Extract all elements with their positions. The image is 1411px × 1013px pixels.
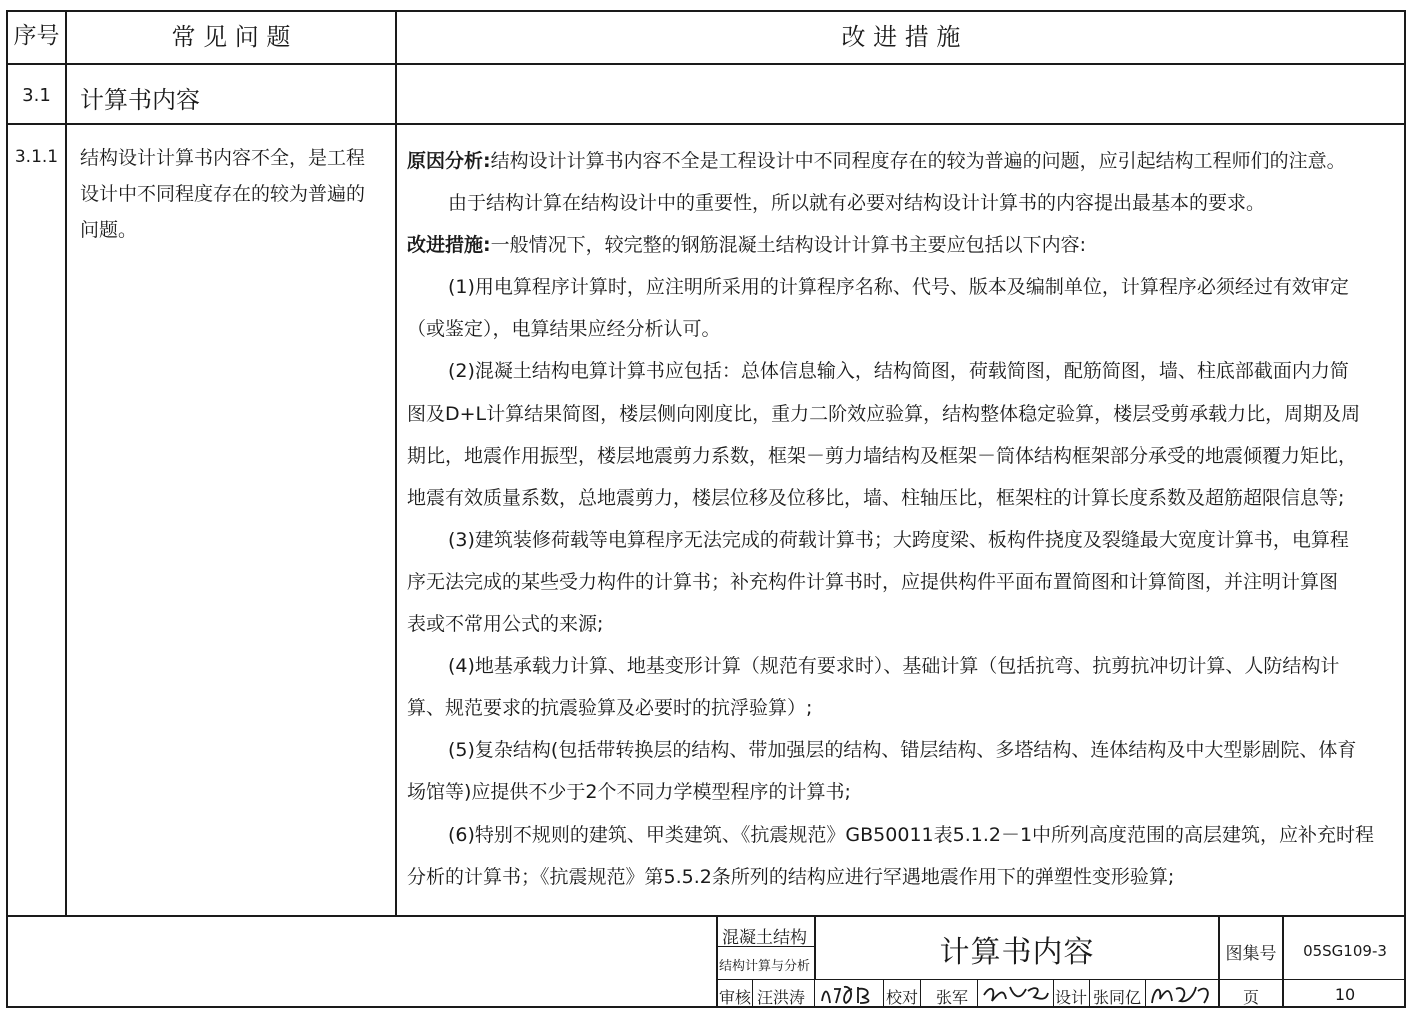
cause-paragraph (407, 140, 1392, 182)
tb-sheet-title: 计算书内容 (939, 935, 1095, 970)
tb-reviewer: 汪洪涛 (757, 988, 806, 1007)
tb-rule (883, 979, 884, 1008)
item-no: 3.1.1 (14, 147, 59, 167)
rule-section (6, 123, 1406, 125)
body-line-3-2: 序无法完成的某些受力构件的计算书；补充构件计算书时，应提供构件平面布置简图和计算简图，并注明计算图 (407, 570, 1339, 593)
measure-label: 改进措施: (407, 234, 491, 257)
rule-header (6, 63, 1406, 65)
header-question: 常 见 问 题 (171, 23, 291, 51)
tb-atlas-label: 图集号 (1225, 944, 1277, 964)
body-line-5-2: 场馆等)应提供不少于2个不同力学模型程序的计算书; (407, 781, 851, 804)
body-line-6-2: 分析的计算书；《抗震规范》第5.5.2条所列的结构应进行罕遇地震作用下的弹塑性变形验算; (407, 865, 1175, 888)
designer-signature (1148, 981, 1216, 1007)
tb-rule (920, 979, 921, 1008)
tb-rule (1145, 979, 1146, 1008)
tb-rule (1089, 979, 1090, 1008)
body-line-2-1: (2)混凝土结构电算计算书应包括：总体信息输入，结构简图，荷载简图，配筋简图，墙、柱底部截面内力简 (448, 360, 1349, 383)
header-no: 序号 (13, 23, 60, 49)
body-line-4-2: 算、规范要求的抗震验算及必要时的抗浮验算）; (407, 697, 813, 720)
tb-checker-label: 校对 (886, 988, 919, 1007)
tb-page-label: 页 (1242, 988, 1259, 1007)
body-line-1-1: (1)用电算程序计算时，应注明所采用的计算程序名称、代号、版本及编制单位，计算程序必须经过有效审定 (448, 276, 1349, 299)
cause-paragraph-2: 由于结构计算在结构设计中的重要性，所以就有必要对结构设计计算书的内容提出最基本的要求。 (448, 192, 1266, 215)
tb-rule (716, 979, 1406, 980)
body-line-2-3: 期比，地震作用振型，楼层地震剪力系数，框架－剪力墙结构及框架－筒体结构框架部分承受的地震倾覆力矩比， (407, 444, 1358, 467)
body-line-2-4: 地震有效质量系数，总地震剪力，楼层位移及位移比，墙、柱轴压比，框架柱的计算长度系数及超筋超限信息等; (407, 486, 1345, 509)
cause-text: 结构设计计算书内容不全是工程设计中不同程度存在的较为普遍的问题，应引起结构工程师们的注意。 (490, 150, 1346, 172)
question-line: 问题。 (80, 219, 138, 241)
question-line: 设计中不同程度存在的较为普遍的 (80, 183, 366, 205)
tb-atlas-no: 05SG109-3 (1303, 942, 1387, 960)
body-line-5-1: (5)复杂结构(包括带转换层的结构、带加强层的结构、错层结构、多塔结构、连体结构及中大型影剧院、体育 (448, 739, 1357, 762)
rule-titleblock (6, 915, 1406, 917)
body-line-3-1: (3)建筑装修荷载等电算程序无法完成的荷载计算书；大跨度梁、板构件挠度及裂缝最大宽度计算书，电算程 (448, 528, 1349, 551)
tb-category: 混凝土结构 (722, 928, 807, 948)
reviewer-signature (818, 981, 880, 1007)
tb-designer: 张同亿 (1093, 988, 1142, 1007)
measure-body (407, 140, 1392, 898)
body-line-1-2: （或鉴定），电算结果应经分析认可。 (407, 318, 721, 341)
tb-rule (716, 917, 718, 1008)
tb-rule (814, 979, 815, 1008)
header-measure: 改 进 措 施 (841, 23, 961, 51)
section-no: 3.1 (22, 85, 51, 106)
cause-label: 原因分析: (407, 150, 491, 172)
tb-rule (977, 979, 978, 1008)
measure-text: 一般情况下，较完整的钢筋混凝土结构设计计算书主要应包括以下内容: (490, 234, 1087, 257)
item-question (80, 140, 385, 248)
body-line-6-1: (6)特别不规则的建筑、甲类建筑、《抗震规范》GB50011表5.1.2－1中所列高度范围的高层建筑，应补充时程 (448, 823, 1375, 846)
tb-reviewer-label: 审核 (719, 988, 752, 1007)
body-line-4-1: (4)地基承载力计算、地基变形计算（规范有要求时）、基础计算（包括抗弯、抗剪抗冲切计算、人防结构计 (448, 655, 1340, 678)
measure-paragraph (407, 224, 1392, 266)
body-line-2-2: 图及D+L计算结果简图，楼层侧向刚度比，重力二阶效应验算，结构整体稳定验算，楼层受剪承载力比，周期及周 (407, 402, 1361, 425)
tb-page-no: 10 (1334, 985, 1356, 1004)
checker-signature (980, 981, 1052, 1007)
tb-rule (1053, 979, 1054, 1008)
question-line: 结构设计计算书内容不全，是工程 (80, 147, 366, 169)
rule-col-1 (65, 10, 67, 916)
tb-rule (752, 979, 753, 1008)
rule-col-2 (395, 10, 397, 916)
section-title: 计算书内容 (80, 86, 200, 114)
tb-checker: 张军 (936, 988, 969, 1007)
tb-subcategory: 结构计算与分析 (719, 959, 811, 974)
tb-designer-label: 设计 (1055, 988, 1088, 1007)
body-line-3-3: 表或不常用公式的来源; (407, 613, 604, 636)
